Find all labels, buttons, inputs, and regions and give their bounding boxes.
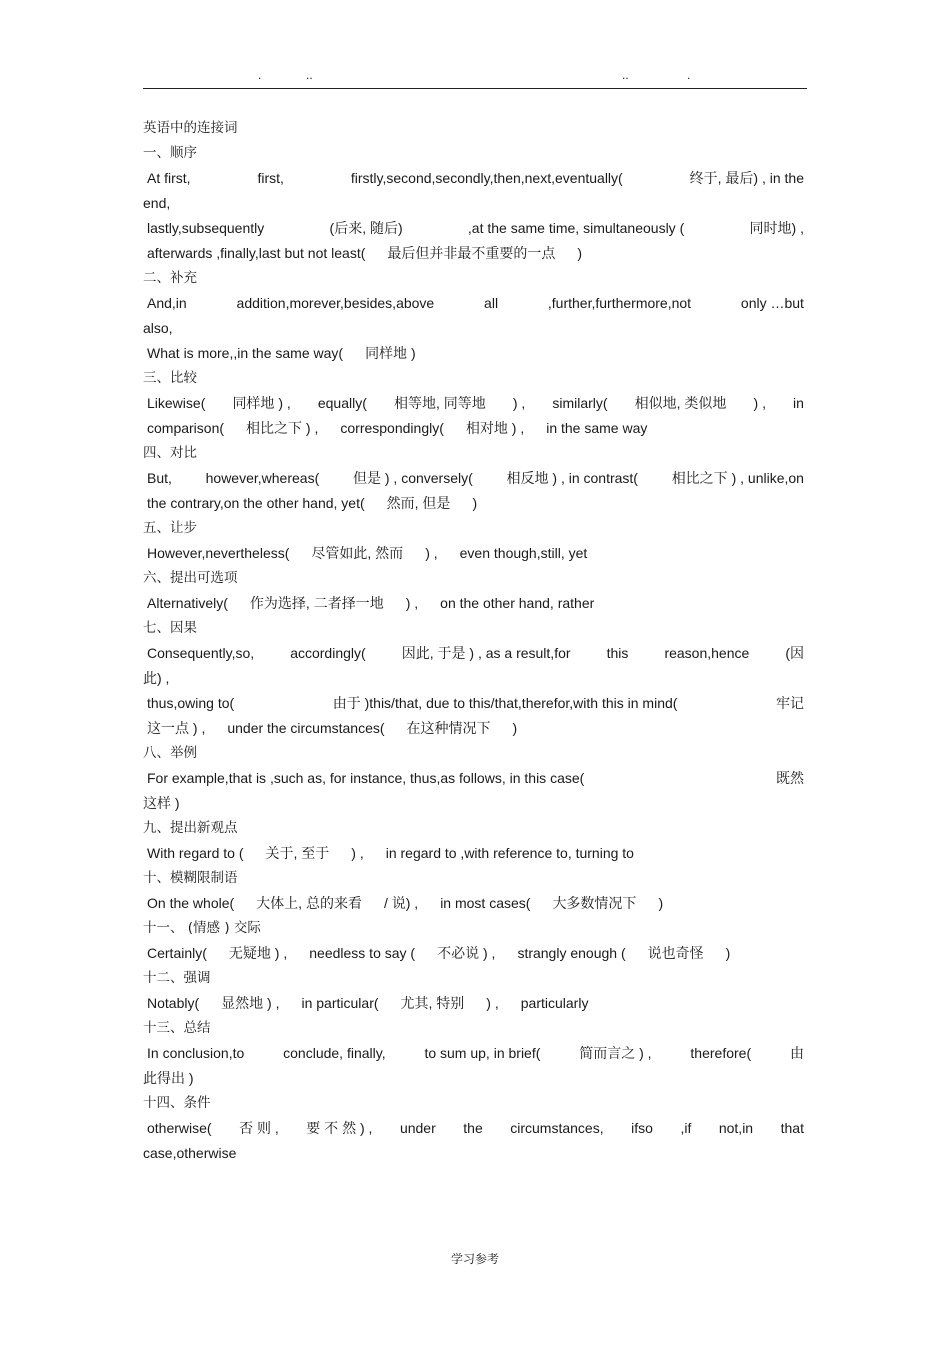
- line-segment: 否 则 ,: [239, 1120, 279, 1136]
- line-segment: ,at the same time, simultaneously (: [467, 220, 685, 236]
- line-segment: Alternatively(: [147, 595, 228, 611]
- line-segment: 在这种情况下: [406, 720, 491, 736]
- line-segment: circumstances,: [510, 1120, 604, 1136]
- line-segment: 因此, 于是 ) , as a result,for: [401, 645, 571, 661]
- section-line: [143, 591, 804, 616]
- line-segment: 此) ,: [143, 670, 170, 686]
- line-segment: 尽管如此, 然而: [311, 545, 404, 561]
- line-segment: 无疑地 ) ,: [228, 945, 288, 961]
- section-line: [143, 1041, 804, 1066]
- document-title: 英语中的连接词: [143, 120, 238, 136]
- line-segment: 同样地 ) ,: [232, 395, 291, 411]
- line-segment: 说也奇怪: [647, 945, 704, 961]
- line-segment: Certainly(: [147, 945, 207, 961]
- section-heading: 八、举例: [143, 745, 197, 761]
- line-segment: 然而, 但是: [386, 495, 451, 511]
- line-segment: On the whole(: [147, 895, 235, 911]
- line-segment: 关于, 至于: [265, 845, 330, 861]
- line-segment: end,: [143, 195, 171, 211]
- line-segment: otherwise(: [147, 1120, 212, 1136]
- section-line: [143, 216, 804, 241]
- line-segment: 大体上, 总的来看: [256, 895, 362, 911]
- line-segment: ): [472, 495, 478, 511]
- line-segment: also,: [143, 320, 173, 336]
- section-line: [143, 1116, 804, 1141]
- line-segment: in particular(: [301, 995, 379, 1011]
- line-segment: For example,that is ,such as, for instance, thus,as follows, in this case(: [147, 770, 585, 786]
- line-segment: thus,owing to(: [147, 695, 235, 711]
- line-segment: not,in: [718, 1120, 754, 1136]
- line-segment: ): [725, 945, 731, 961]
- section-heading: 十三、总结: [143, 1020, 211, 1036]
- line-segment: In conclusion,to: [147, 1045, 245, 1061]
- line-segment: With regard to (: [147, 845, 244, 861]
- document-body: [143, 116, 804, 1166]
- line-segment: ) ,: [753, 395, 766, 411]
- line-segment: conclude, finally,: [283, 1045, 386, 1061]
- line-segment: 相等地, 同等地: [393, 395, 486, 411]
- section-line: [143, 541, 804, 566]
- section-line: [143, 416, 804, 441]
- page-footer: 学习参考: [450, 1252, 499, 1266]
- section-heading: 十一、 (情感 ) 交际: [143, 920, 261, 936]
- section-heading: 十四、条件: [143, 1095, 211, 1111]
- line-segment: What is more,,in the same way(: [147, 345, 344, 361]
- section-heading: 七、因果: [143, 620, 197, 636]
- line-segment: similarly(: [552, 395, 608, 411]
- line-segment: ): [577, 245, 583, 261]
- line-segment: ifso: [631, 1120, 653, 1136]
- line-segment: this: [606, 645, 629, 661]
- section-heading: 五、让步: [143, 520, 197, 536]
- section-heading: 四、对比: [143, 445, 197, 461]
- line-segment: only …but: [740, 295, 804, 311]
- line-segment: in: [793, 395, 804, 411]
- line-segment: 作为选择, 二者择一地: [249, 595, 384, 611]
- line-segment: 既然: [776, 770, 804, 786]
- line-segment: 相比之下 ) , unlike,on: [671, 470, 804, 486]
- line-segment: 此得出 ): [143, 1070, 194, 1086]
- line-segment: 相比之下 ) ,: [246, 420, 319, 436]
- line-segment: addition,morever,besides,above: [236, 295, 435, 311]
- line-segment: 相似地, 类似地: [634, 395, 727, 411]
- section-line: [143, 466, 804, 491]
- line-segment: that: [780, 1120, 804, 1136]
- line-segment: particularly: [520, 995, 589, 1011]
- line-segment: Likewise(: [147, 395, 206, 411]
- section-heading: 九、提出新观点: [143, 820, 238, 836]
- section-line: [143, 716, 804, 741]
- section-line: [143, 791, 804, 816]
- line-segment: accordingly(: [290, 645, 366, 661]
- line-segment: ) ,: [512, 395, 526, 411]
- line-segment: 不必说 ) ,: [437, 945, 496, 961]
- line-segment: all: [484, 295, 499, 311]
- line-segment: 这样 ): [143, 795, 180, 811]
- line-segment: 要 不 然 ) ,: [306, 1120, 373, 1136]
- header-mark: ..: [306, 68, 313, 82]
- line-segment: reason,hence: [664, 645, 750, 661]
- line-segment: ): [512, 720, 518, 736]
- line-segment: first,: [257, 170, 284, 186]
- section-line: [143, 766, 804, 791]
- header-mark: .: [258, 68, 262, 82]
- line-segment: to sum up, in brief(: [424, 1045, 541, 1061]
- header-rule: [143, 88, 807, 89]
- section-line: [143, 291, 804, 316]
- line-segment: (后来, 随后): [329, 220, 403, 236]
- section-line: [143, 341, 804, 366]
- section-line: [143, 1141, 804, 1166]
- line-segment: 由于 )this/that, due to this/that,therefor,with this in mind(: [332, 695, 678, 711]
- line-segment: afterwards ,finally,last but not least(: [147, 245, 366, 261]
- section-heading: 六、提出可选项: [143, 570, 238, 586]
- header-mark: .: [687, 68, 691, 82]
- line-segment: comparison(: [147, 420, 225, 436]
- line-segment: 但是 ) , conversely(: [352, 470, 473, 486]
- line-segment: correspondingly(: [340, 420, 444, 436]
- line-segment: ) ,: [425, 545, 438, 561]
- line-segment: 显然地 ) ,: [221, 995, 280, 1011]
- line-segment: case,otherwise: [143, 1145, 237, 1161]
- line-segment: ,if: [680, 1120, 692, 1136]
- line-segment: ) ,: [486, 995, 499, 1011]
- section-line: [143, 166, 804, 191]
- line-segment: ,further,furthermore,not: [547, 295, 692, 311]
- line-segment: 相反地 ) , in contrast(: [506, 470, 638, 486]
- line-segment: therefore(: [690, 1045, 752, 1061]
- section-line: [143, 691, 804, 716]
- line-segment: under the circumstances(: [227, 720, 385, 736]
- line-segment: 最后但并非最不重要的一点: [387, 245, 556, 261]
- page-header-marks: [143, 68, 807, 88]
- line-segment: (因: [785, 645, 804, 661]
- section-heading: 三、比较: [143, 370, 197, 386]
- section-line: [143, 841, 804, 866]
- line-segment: on the other hand, rather: [440, 595, 595, 611]
- section-line: [143, 666, 804, 691]
- line-segment: / 说) ,: [383, 895, 419, 911]
- line-segment: 相对地 ) ,: [465, 420, 525, 436]
- section-heading: 二、补充: [143, 270, 197, 286]
- line-segment: 大多数情况下: [552, 895, 637, 911]
- line-segment: 同时地) ,: [749, 220, 804, 236]
- line-segment: ): [658, 895, 664, 911]
- line-segment: in regard to ,with reference to, turning to: [385, 845, 634, 861]
- line-segment: Notably(: [147, 995, 200, 1011]
- line-segment: 尤其, 特别: [400, 995, 465, 1011]
- line-segment: Consequently,so,: [147, 645, 255, 661]
- line-segment: equally(: [317, 395, 367, 411]
- line-segment: At first,: [147, 170, 191, 186]
- line-segment: ) ,: [405, 595, 419, 611]
- section-line: [143, 491, 804, 516]
- section-line: [143, 391, 804, 416]
- line-segment: lastly,subsequently: [147, 220, 265, 236]
- line-segment: however,whereas(: [205, 470, 320, 486]
- section-line: [143, 316, 804, 341]
- line-segment: under: [399, 1120, 436, 1136]
- sections-container: [143, 141, 804, 1166]
- line-segment: in most cases(: [440, 895, 531, 911]
- line-segment: needless to say (: [309, 945, 416, 961]
- section-line: [143, 941, 804, 966]
- section-line: [143, 241, 804, 266]
- line-segment: 这一点 ) ,: [147, 720, 206, 736]
- line-segment: the contrary,on the other hand, yet(: [147, 495, 365, 511]
- section-line: [143, 891, 804, 916]
- header-mark: ..: [622, 68, 629, 82]
- line-segment: ) ,: [351, 845, 364, 861]
- section-heading: 十、模糊限制语: [143, 870, 238, 886]
- section-line: [143, 641, 804, 666]
- section-line: [143, 1066, 804, 1091]
- section-line: [143, 191, 804, 216]
- line-segment: But,: [147, 470, 172, 486]
- line-segment: 牢记: [775, 695, 804, 711]
- line-segment: 同样地 ): [365, 345, 416, 361]
- section-heading: 一、顺序: [143, 145, 197, 161]
- line-segment: strangly enough (: [517, 945, 626, 961]
- line-segment: 由: [789, 1045, 804, 1061]
- section-heading: 十二、强调: [143, 970, 211, 986]
- line-segment: the: [463, 1120, 483, 1136]
- line-segment: 终于, 最后) , in the: [689, 170, 804, 186]
- line-segment: in the same way: [546, 420, 648, 436]
- line-segment: And,in: [147, 295, 187, 311]
- section-line: [143, 991, 804, 1016]
- line-segment: even though,still, yet: [459, 545, 588, 561]
- line-segment: firstly,second,secondly,then,next,eventually(: [350, 170, 623, 186]
- line-segment: 简而言之 ) ,: [579, 1045, 652, 1061]
- line-segment: However,nevertheless(: [147, 545, 290, 561]
